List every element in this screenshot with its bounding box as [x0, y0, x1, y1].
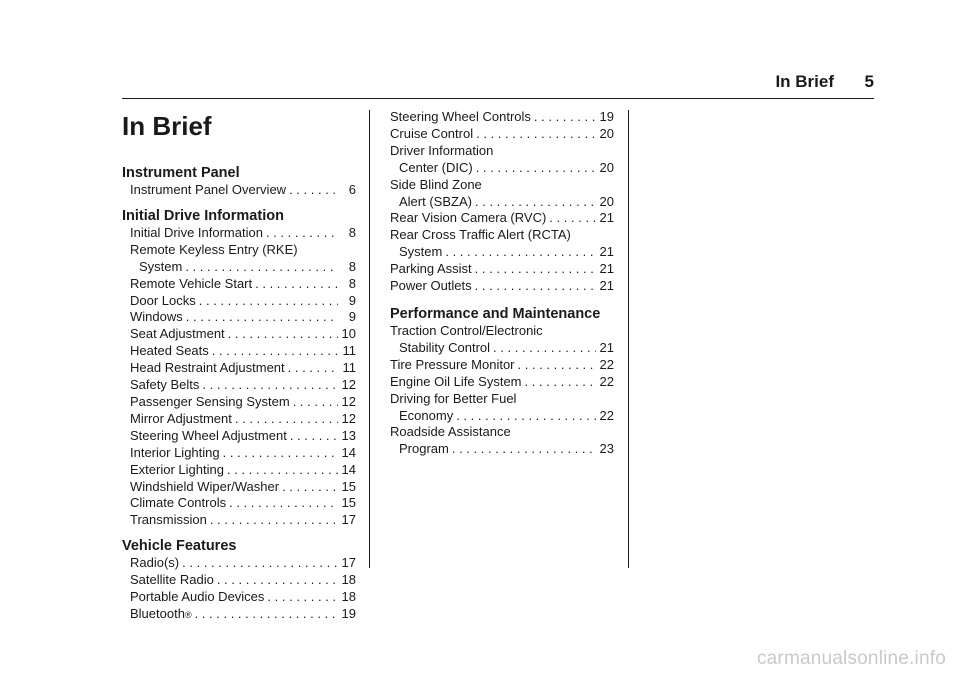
toc-column-left — [122, 112, 356, 623]
dot-leader — [476, 160, 596, 177]
toc-entry-title: Climate Controls — [130, 495, 227, 511]
toc-entry[interactable] — [122, 589, 356, 606]
toc-entry-line — [130, 360, 356, 377]
dot-leader — [293, 394, 338, 411]
toc-entry-line — [390, 374, 614, 391]
toc-entry[interactable] — [122, 572, 356, 589]
toc-entry-line — [390, 391, 614, 408]
toc-page-number: 21 — [599, 261, 614, 277]
toc-entry-title: Economy — [399, 407, 454, 423]
toc-entry[interactable] — [390, 177, 614, 211]
toc-page-number: 13 — [341, 427, 356, 443]
toc-page-number: 8 — [348, 275, 356, 291]
toc-entry-title: Heated Seats — [130, 343, 209, 359]
toc-entries-performance — [390, 323, 614, 458]
toc-entry-title: Engine Oil Life System — [390, 373, 522, 389]
toc-entry-title: Remote Keyless Entry (RKE) — [130, 241, 298, 257]
dot-leader — [186, 309, 338, 326]
toc-entry-title: Windshield Wiper/Washer — [130, 478, 280, 494]
toc-entries — [390, 109, 614, 295]
toc-entry-title: Power Outlets — [390, 278, 472, 294]
toc-page-number: 22 — [599, 356, 614, 372]
toc-entry[interactable] — [122, 512, 356, 529]
toc-page-number: 19 — [599, 109, 614, 124]
dot-leader — [475, 194, 596, 211]
toc-entry-line — [130, 572, 356, 589]
toc-page-number: 17 — [341, 555, 356, 571]
dot-leader — [199, 293, 338, 310]
toc-entry-line — [130, 589, 356, 606]
toc-page-number: 18 — [341, 589, 356, 605]
toc-entry[interactable] — [390, 391, 614, 425]
section-title: Vehicle Features — [122, 538, 237, 555]
toc-entry-line — [130, 293, 356, 310]
toc-entry[interactable] — [122, 293, 356, 310]
toc-entry[interactable] — [122, 326, 356, 343]
toc-entry[interactable] — [122, 555, 356, 572]
toc-entry-title: Rear Cross Traffic Alert (RCTA) — [390, 227, 571, 243]
dot-leader — [210, 512, 338, 529]
toc-entry[interactable] — [390, 126, 614, 143]
toc-entry-line — [130, 428, 356, 445]
toc-page-number: 9 — [348, 309, 356, 325]
toc-entry-line — [390, 126, 614, 143]
toc-entry-title: System — [399, 244, 443, 260]
dot-leader — [227, 462, 338, 479]
dot-leader — [202, 377, 337, 394]
toc-entry-title: Instrument Panel Overview — [130, 182, 287, 197]
toc-entry-title: Safety Belts — [130, 377, 200, 393]
dot-leader — [525, 374, 596, 391]
dot-leader — [255, 276, 338, 293]
toc-entry-title: Tire Pressure Monitor — [390, 356, 515, 372]
dot-leader — [282, 479, 337, 496]
toc-page-number: 22 — [599, 373, 614, 389]
toc-entry-title: Center (DIC) — [399, 159, 473, 175]
toc-entry[interactable] — [122, 225, 356, 242]
toc-page-number: 11 — [342, 343, 356, 359]
toc-entry-title: System — [139, 258, 183, 274]
toc-entry-title: Program — [399, 441, 449, 457]
toc-page-number: 21 — [599, 278, 614, 294]
toc-entry-title: Portable Audio Devices — [130, 589, 265, 605]
toc-entry[interactable] — [122, 479, 356, 496]
dot-leader — [452, 441, 596, 458]
toc-entry[interactable] — [122, 428, 356, 445]
toc-entry-line — [390, 244, 614, 261]
toc-entry-line — [130, 343, 356, 360]
dot-leader — [476, 126, 595, 143]
toc-page-number: 21 — [599, 244, 614, 260]
toc-entry-title: Roadside Assistance — [390, 424, 511, 440]
toc-entry-title: Mirror Adjustment — [130, 410, 232, 426]
toc-entry[interactable] — [390, 374, 614, 391]
toc-entry-line — [130, 512, 356, 529]
header-page-number: 5 — [864, 72, 874, 91]
toc-entry[interactable] — [390, 278, 614, 295]
toc-entry-title: Exterior Lighting — [130, 461, 224, 477]
dot-leader — [223, 445, 338, 462]
dot-leader — [290, 428, 338, 445]
toc-entry-title: Alert (SBZA) — [399, 193, 472, 209]
toc-entry-line — [130, 242, 356, 259]
toc-page-number: 15 — [341, 478, 356, 494]
toc-page-number: 19 — [341, 605, 356, 621]
toc-page-number: 12 — [341, 393, 356, 409]
toc-entry[interactable] — [122, 343, 356, 360]
toc-page-number: 20 — [599, 125, 614, 141]
toc-page-number: 9 — [348, 292, 356, 308]
chapter-title: In Brief — [122, 111, 212, 141]
toc-entry-title: Parking Assist — [390, 261, 472, 277]
toc-page-number: 14 — [341, 444, 356, 460]
toc-entry-line — [130, 445, 356, 462]
toc-entry[interactable] — [122, 242, 356, 276]
toc-entry-line — [390, 323, 614, 340]
toc-page-number: 21 — [599, 339, 614, 355]
toc-entry[interactable] — [390, 143, 614, 177]
toc-page-number: 23 — [599, 441, 614, 457]
toc-entry-line — [130, 462, 356, 479]
toc-page-number: 12 — [341, 410, 356, 426]
toc-entry[interactable] — [122, 309, 356, 326]
toc-entry-title: Windows — [130, 309, 183, 325]
toc-page-number: 12 — [341, 377, 356, 393]
toc-page-number: 15 — [341, 495, 356, 511]
toc-entry-line — [390, 210, 614, 227]
dot-leader — [288, 360, 338, 377]
toc-entry-title: Door Locks — [130, 292, 196, 308]
toc-entry-title: Stability Control — [399, 339, 491, 355]
page-header — [122, 72, 874, 99]
dot-leader — [182, 555, 337, 572]
column-divider — [628, 110, 629, 568]
toc-entry[interactable] — [390, 210, 614, 227]
toc-entry-line — [390, 441, 614, 458]
toc-page-number: 20 — [599, 159, 614, 175]
toc-entry-line — [390, 143, 614, 160]
toc-entry-line — [390, 194, 614, 211]
toc-page-number: 21 — [599, 210, 614, 226]
toc-entry[interactable] — [122, 606, 356, 623]
toc-page-number: 10 — [341, 326, 356, 342]
toc-entry-line — [390, 357, 614, 374]
toc-entry[interactable] — [122, 495, 356, 512]
dot-leader — [534, 109, 596, 126]
toc-entry[interactable] — [390, 109, 614, 126]
dot-leader — [475, 278, 596, 295]
toc-page-number: 17 — [341, 512, 356, 528]
toc-entry-title: Bluetooth — [130, 605, 185, 621]
toc-page-number: 14 — [341, 461, 356, 477]
toc-entry[interactable] — [122, 182, 356, 199]
toc-entry-line — [130, 377, 356, 394]
toc-entry[interactable] — [122, 394, 356, 411]
toc-column-middle — [390, 109, 614, 458]
toc-entry-line — [390, 160, 614, 177]
toc-entry[interactable] — [122, 411, 356, 428]
toc-entry[interactable] — [122, 377, 356, 394]
toc-entry-line — [130, 276, 356, 293]
toc-entry-line — [130, 479, 356, 496]
toc-entry-title: Driving for Better Fuel — [390, 390, 517, 406]
toc-page-number: 11 — [342, 360, 356, 376]
toc-entry[interactable] — [122, 462, 356, 479]
toc-entry-line — [390, 261, 614, 278]
toc-entry-title: Interior Lighting — [130, 444, 220, 460]
toc-page-number: 18 — [341, 572, 356, 588]
dot-leader — [266, 225, 338, 242]
toc-sections — [122, 164, 356, 623]
toc-entry-title: Satellite Radio — [130, 572, 214, 588]
toc-entry-title: Cruise Control — [390, 125, 474, 141]
dot-leader — [195, 606, 338, 623]
toc-entry-line — [130, 182, 356, 199]
dot-leader — [289, 182, 338, 199]
toc-page-number: 8 — [348, 224, 356, 240]
dot-leader — [456, 408, 595, 425]
toc-entry-line — [130, 394, 356, 411]
toc-entry-line — [390, 424, 614, 441]
toc-entry-title: Transmission — [130, 512, 207, 528]
dot-leader — [445, 244, 595, 261]
dot-leader — [267, 589, 337, 606]
toc-entry-line — [130, 225, 356, 242]
toc-entry-title: Side Blind Zone — [390, 176, 482, 192]
toc-entry-line — [130, 555, 356, 572]
toc-page-number: 6 — [348, 182, 356, 197]
toc-entry-line — [390, 278, 614, 295]
toc-entry[interactable] — [122, 360, 356, 377]
section-title: Instrument Panel — [122, 165, 240, 181]
toc-entry[interactable] — [390, 424, 614, 458]
toc-entry-line — [130, 309, 356, 326]
dot-leader — [235, 411, 338, 428]
toc-entry[interactable] — [390, 323, 614, 357]
toc-entry-line — [390, 340, 614, 357]
toc-entry[interactable] — [390, 261, 614, 278]
toc-entry-line — [130, 411, 356, 428]
toc-entry-title: Remote Vehicle Start — [130, 275, 253, 291]
toc-entry-title: Steering Wheel Adjustment — [130, 427, 287, 443]
toc-page-number: 22 — [599, 407, 614, 423]
toc-entry-line — [130, 259, 356, 276]
toc-entry-title: Passenger Sensing System — [130, 393, 290, 409]
toc-entry-title: Driver Information — [390, 142, 494, 158]
toc-entry-title: Initial Drive Information — [130, 224, 263, 240]
toc-entry-title: Rear Vision Camera (RVC) — [390, 210, 547, 226]
dot-leader — [518, 357, 596, 374]
toc-entry-line — [130, 326, 356, 343]
dot-leader — [229, 495, 337, 512]
toc-entry-title: Head Restraint Adjustment — [130, 360, 285, 376]
toc-entry[interactable] — [122, 445, 356, 462]
toc-entry-line: Bluetooth ® . . . 19 — [130, 606, 356, 623]
toc-entry-line — [390, 408, 614, 425]
toc-entry-title: Steering Wheel Controls — [390, 109, 531, 124]
dot-leader — [185, 259, 338, 276]
dot-leader — [217, 572, 338, 589]
dot-leader — [228, 326, 338, 343]
dot-leader — [475, 261, 596, 278]
dot-leader — [212, 343, 338, 360]
toc-entry-title: Seat Adjustment — [130, 326, 225, 342]
toc-entry-title: Radio(s) — [130, 555, 180, 571]
watermark: carmanualsonline.info — [756, 648, 946, 669]
section-title: Initial Drive Information — [122, 207, 284, 224]
toc-entry-line — [130, 495, 356, 512]
dot-leader — [549, 210, 595, 227]
toc-entry-line — [390, 109, 614, 126]
toc-page-number: 20 — [599, 193, 614, 209]
section-title-performance: Performance and Maintenance — [390, 305, 601, 322]
toc-entry[interactable] — [390, 227, 614, 261]
toc-page-number: 8 — [348, 258, 356, 274]
toc-entry-line — [390, 177, 614, 194]
dot-leader — [493, 340, 595, 357]
column-divider — [369, 110, 370, 568]
toc-entry-title: Traction Control/Electronic — [390, 322, 543, 338]
toc-entry-line — [390, 227, 614, 244]
header-title: In Brief — [775, 72, 834, 91]
toc-entry[interactable] — [390, 357, 614, 374]
toc-entry[interactable] — [122, 276, 356, 293]
